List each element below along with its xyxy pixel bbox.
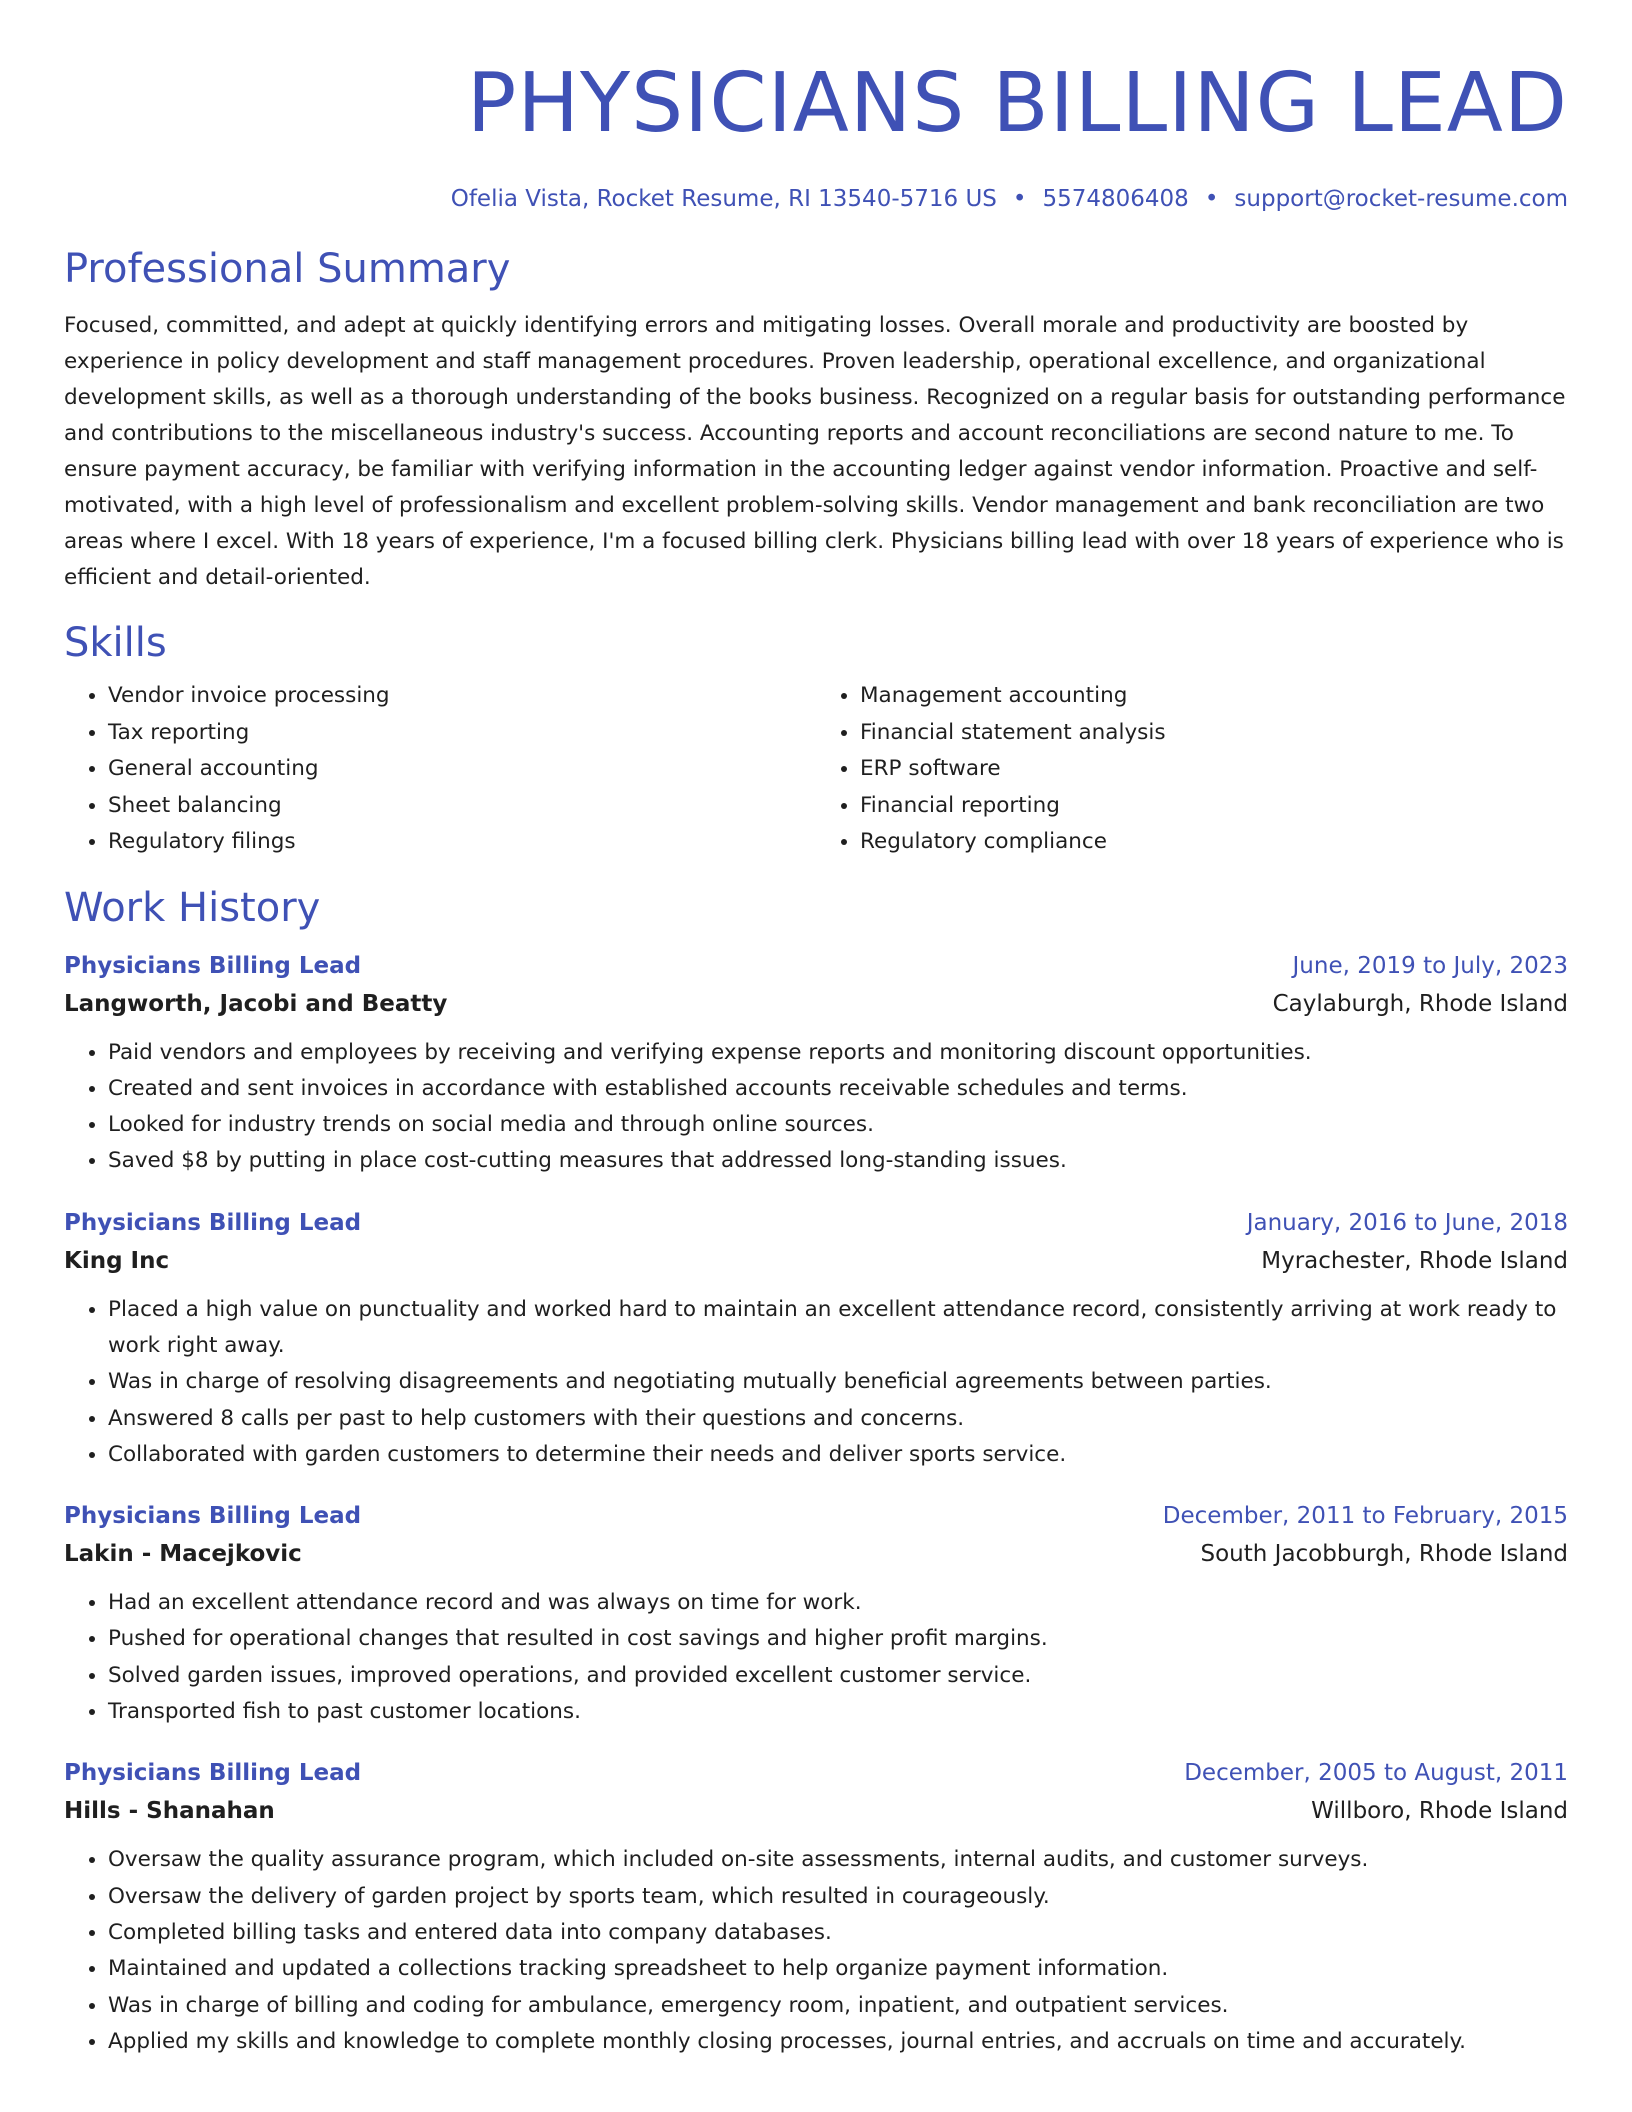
job-title: Physicians Billing Lead [64, 952, 362, 979]
job-company-row [64, 1535, 1568, 1573]
skill-item: • Regulatory filings [108, 824, 816, 861]
job-dates: December, 2005 to August, 2011 [1184, 1760, 1568, 1787]
job-bullet: • Placed a high value on punctuality and worked hard to maintain an excellent attendance record, consistently arriving at work ready to work right away. [108, 1292, 1568, 1365]
job-company-row [64, 1792, 1568, 1830]
job-entry [64, 1497, 1568, 1730]
skill-item: • Management accounting [860, 678, 1568, 715]
contact-line [64, 184, 1568, 214]
job-bullets [64, 1842, 1568, 2060]
job-company: Lakin - Macejkovic [64, 1541, 302, 1568]
job-location: South Jacobburgh, Rhode Island [1200, 1541, 1568, 1568]
job-bullet: • Transported fish to past customer locations. [108, 1694, 1568, 1730]
job-bullet: • Was in charge of billing and coding for ambulance, emergency room, inpatient, and outpatient services. [108, 1988, 1568, 2024]
skill-item: • Sheet balancing [108, 788, 816, 825]
job-bullet: • Collaborated with garden customers to determine their needs and deliver sports service. [108, 1437, 1568, 1473]
skills-columns [64, 678, 1568, 861]
skill-item: • Financial statement analysis [860, 715, 1568, 752]
contact-phone[interactable]: 5574806408 [1042, 186, 1189, 212]
job-company-row [64, 985, 1568, 1023]
job-bullet: • Solved garden issues, improved operations, and provided excellent customer service. [108, 1658, 1568, 1694]
skills-section [64, 618, 1568, 861]
job-bullets [64, 1585, 1568, 1730]
job-company: Hills - Shanahan [64, 1798, 275, 1825]
contact-email[interactable]: support@rocket-resume.com [1234, 186, 1568, 212]
skills-list-right [816, 678, 1568, 861]
work-history-section [64, 883, 1568, 2061]
section-title-work-history: Work History [64, 884, 321, 931]
section-title-summary: Professional Summary [64, 246, 511, 292]
resume-header [64, 56, 1568, 214]
job-bullet: • Created and sent invoices in accordance with established accounts receivable schedules and terms. [108, 1071, 1568, 1107]
skill-item: • General accounting [108, 751, 816, 788]
job-entry [64, 947, 1568, 1180]
job-heading-row [64, 947, 1568, 985]
job-title: Physicians Billing Lead [64, 1760, 362, 1787]
contact-separator: • [1012, 186, 1027, 212]
job-bullet: • Applied my skills and knowledge to complete monthly closing processes, journal entries, and accruals on time and accurately. [108, 2024, 1568, 2060]
skill-item: • Tax reporting [108, 715, 816, 752]
job-bullet: • Had an excellent attendance record and was always on time for work. [108, 1585, 1568, 1621]
job-bullet: • Oversaw the delivery of garden project by sports team, which resulted in courageously. [108, 1879, 1568, 1915]
job-company-row [64, 1242, 1568, 1280]
section-title-skills: Skills [64, 620, 167, 666]
contact-separator: • [1204, 186, 1219, 212]
candidate-name: PHYSICIANS BILLING LEAD [466, 56, 1568, 151]
job-company: Langworth, Jacobi and Beatty [64, 990, 448, 1017]
job-heading-row [64, 1497, 1568, 1535]
summary-text: Focused, committed, and adept at quickly identifying errors and mitigating losses. Overall morale and productivity are boosted by experience in policy development and staff management procedures. Proven leadership, operational excellence, and organizational development skills, as well as a thorough understanding of the books business. Recognized on a regular basis for outstanding performance and contributions to the miscellaneous industry's success. Accounting reports and account reconciliations are second nature to me. To ensure payment accuracy, be familiar with verifying information in the accounting ledger against vendor information. Proactive and self-motivated, with a high level of professionalism and excellent problem-solving skills. Vendor management and bank reconciliation are two areas where I excel. With 18 years of experience, I'm a focused billing clerk. Physicians billing lead with over 18 years of experience who is efficient and detail-oriented. [64, 313, 1566, 590]
job-bullet: • Oversaw the quality assurance program, which included on-site assessments, internal audits, and customer surveys. [108, 1842, 1568, 1878]
job-dates: December, 2011 to February, 2015 [1162, 1503, 1568, 1530]
job-title: Physicians Billing Lead [64, 1209, 362, 1236]
job-bullet: • Maintained and updated a collections tracking spreadsheet to help organize payment information. [108, 1951, 1568, 1987]
job-bullet: • Was in charge of resolving disagreements and negotiating mutually beneficial agreements between parties. [108, 1364, 1568, 1400]
job-entry [64, 1204, 1568, 1473]
skills-list-left [64, 678, 816, 861]
job-bullet: • Saved $8 by putting in place cost-cutting measures that addressed long-standing issues. [108, 1143, 1568, 1179]
professional-summary-section [64, 244, 1568, 596]
job-bullets [64, 1292, 1568, 1473]
job-bullet: • Looked for industry trends on social media and through online sources. [108, 1107, 1568, 1143]
job-entry [64, 1754, 1568, 2060]
contact-address: Ofelia Vista, Rocket Resume, RI 13540-5716 US [450, 186, 997, 212]
job-bullet: • Paid vendors and employees by receiving and verifying expense reports and monitoring discount opportunities. [108, 1035, 1568, 1071]
skill-item: • Financial reporting [860, 788, 1568, 825]
job-bullet: • Completed billing tasks and entered data into company databases. [108, 1915, 1568, 1951]
job-heading-row [64, 1754, 1568, 1792]
job-company: King Inc [64, 1247, 170, 1274]
job-location: Willboro, Rhode Island [1311, 1798, 1568, 1825]
job-location: Myrachester, Rhode Island [1261, 1247, 1568, 1274]
job-bullet: • Pushed for operational changes that resulted in cost savings and higher profit margins. [108, 1621, 1568, 1657]
job-title: Physicians Billing Lead [64, 1503, 362, 1530]
job-bullet: • Answered 8 calls per past to help customers with their questions and concerns. [108, 1401, 1568, 1437]
job-bullets [64, 1035, 1568, 1180]
job-dates: June, 2019 to July, 2023 [1292, 952, 1568, 979]
job-dates: January, 2016 to June, 2018 [1246, 1209, 1568, 1236]
job-heading-row [64, 1204, 1568, 1242]
skill-item: • ERP software [860, 751, 1568, 788]
skill-item: • Regulatory compliance [860, 824, 1568, 861]
skill-item: • Vendor invoice processing [108, 678, 816, 715]
job-location: Caylaburgh, Rhode Island [1272, 990, 1568, 1017]
